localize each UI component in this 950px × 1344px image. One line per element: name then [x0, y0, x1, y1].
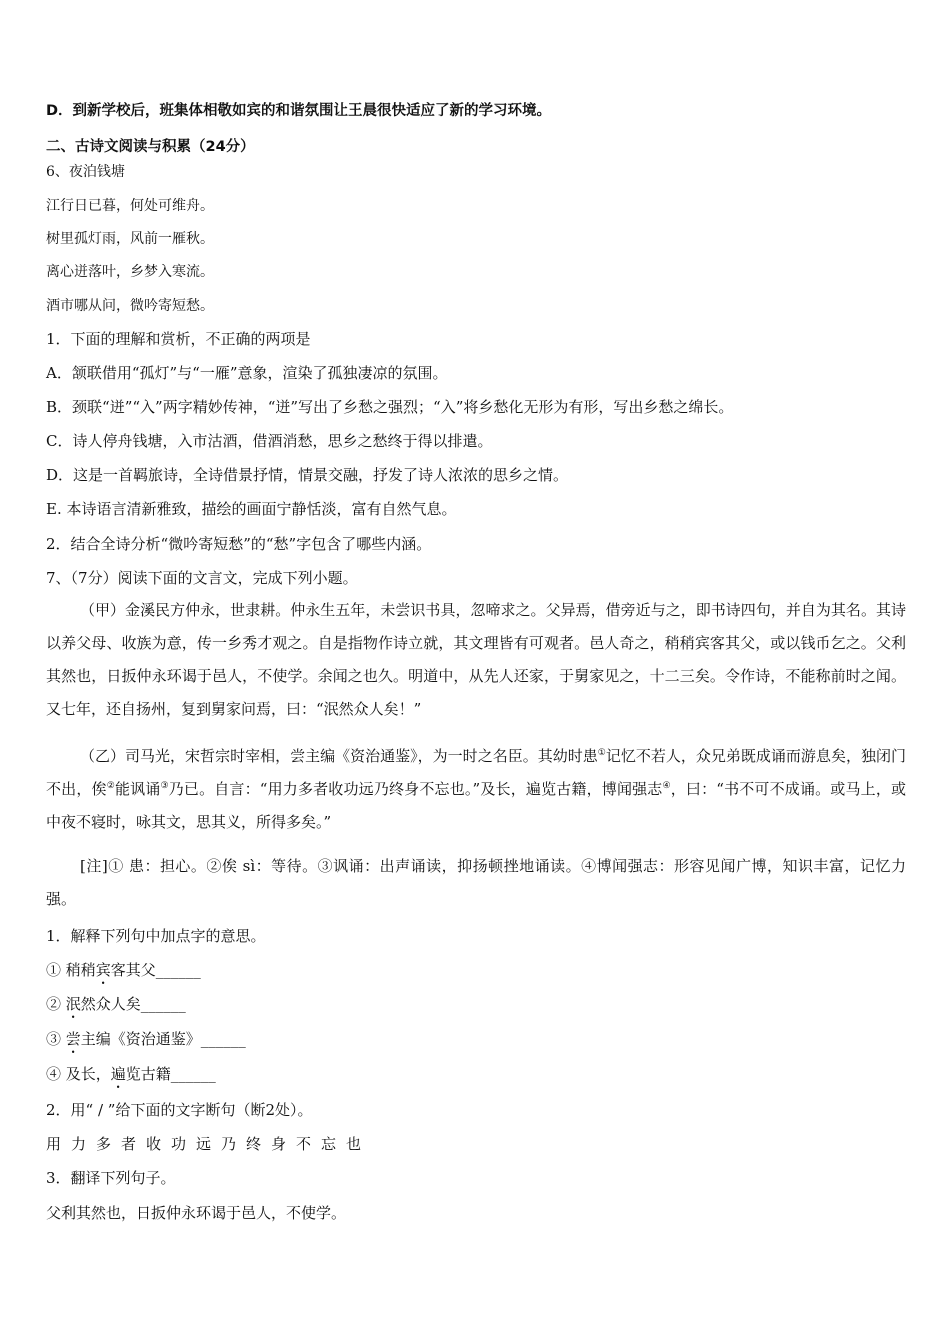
q6-title: 6、夜泊钱塘	[46, 164, 125, 180]
option-b: B．颈联“迸”“入”两字精妙传神，“迸”写出了乡愁之强烈；“入”将乡愁化无形为有形，写出乡愁之绵长。	[46, 398, 734, 416]
definition-item: ② 泯然众人矣______	[46, 995, 186, 1013]
option-a: A．颔联借用“孤灯”与“一雁”意象，渲染了孤独凄凉的氛围。	[46, 364, 448, 382]
q7-sub2: 2．用“ / ”给下面的文字断句（断2处）。	[46, 1101, 313, 1119]
poem-line: 酒市哪从问，微吟寄短愁。	[46, 298, 214, 314]
note-ref: ④	[662, 781, 671, 791]
definition-item: ④ 及长，遍览古籍______	[46, 1065, 216, 1083]
note-ref: ③	[160, 781, 169, 791]
option-e: E. 本诗语言清新雅致，描绘的画面宁静恬淡，富有自然气息。	[46, 500, 457, 518]
translate-sentence: 父利其然也，日扳仲永环谒于邑人，不使学。	[46, 1204, 347, 1222]
definition-item: ③ 尝主编《资治通鉴》______	[46, 1030, 246, 1048]
q5-option-d: D．到新学校后，班集体相敬如宾的和谐氛围让王晨很快适应了新的学习环境。	[46, 103, 552, 119]
option-c: C．诗人停舟钱塘，入市沽酒，借酒消愁，思乡之愁终于得以排遣。	[46, 432, 493, 450]
poem-line: 江行日已暮，何处可维舟。	[46, 198, 214, 214]
passage-a: （甲）金溪民方仲永，世隶耕。仲永生五年，未尝识书具，忽啼求之。父异焉，借旁近与之，即书诗四句，并自为其名。其诗以养父母、收族为意，传一乡秀才观之。自是指物作诗立就，其文理皆有可观者。邑人奇之，稍稍宾客其父，或以钱币乞之。父利其然也，日扳仲永环谒于邑人，不使学。余闻之也久。明道中，从先人还家，于舅家见之，十二三矣。令作诗，不能称前时之闻。又七年，还自扬州，复到舅家问焉，曰：“泯然众人矣！”	[46, 601, 906, 718]
q6-sub2: 2．结合全诗分析“微吟寄短愁”的“愁”字包含了哪些内涵。	[46, 535, 432, 553]
passage-b: （乙）司马光，宋哲宗时宰相，尝主编《资治通鉴》，为一时之名臣。其幼时患①记忆不若人，众兄弟既成诵而游息矣，独闭门不出，俟②能讽诵③乃已。自言：“用力多者收功远乃终身不忘也。”及长，遍览古籍，博闻强志④，曰：“书不可不成诵。或马上，或中夜不寝时，咏其文，思其义，所得多矣。”	[46, 747, 906, 831]
q6-sub1: 1．下面的理解和赏析，不正确的两项是	[46, 330, 311, 348]
q7-sub1: 1．解释下列句中加点字的意思。	[46, 927, 266, 945]
poem-line: 树里孤灯雨，风前一雁秋。	[46, 231, 214, 247]
q7-sub3: 3．翻译下列句子。	[46, 1169, 176, 1187]
option-d: D．这是一首羁旅诗，全诗借景抒情，情景交融，抒发了诗人浓浓的思乡之情。	[46, 466, 569, 484]
note-ref: ①	[597, 748, 606, 758]
poem-line: 离心迸落叶，乡梦入寒流。	[46, 264, 214, 280]
note-ref: ②	[106, 781, 115, 791]
section-title: 二、古诗文阅读与积累（24分）	[46, 139, 255, 155]
definition-item: ① 稍稍宾客其父______	[46, 961, 201, 979]
q7-title: 7、（7分）阅读下面的文言文，完成下列小题。	[46, 569, 358, 587]
punctuation-sentence: 用力多者收功远乃终身不忘也	[46, 1135, 372, 1153]
notes: [注]① 患：担心。②俟 sì：等待。③讽诵：出声诵读，抑扬顿挫地诵读。④博闻强志：形容见闻广博，知识丰富，记忆力强。	[46, 857, 906, 908]
